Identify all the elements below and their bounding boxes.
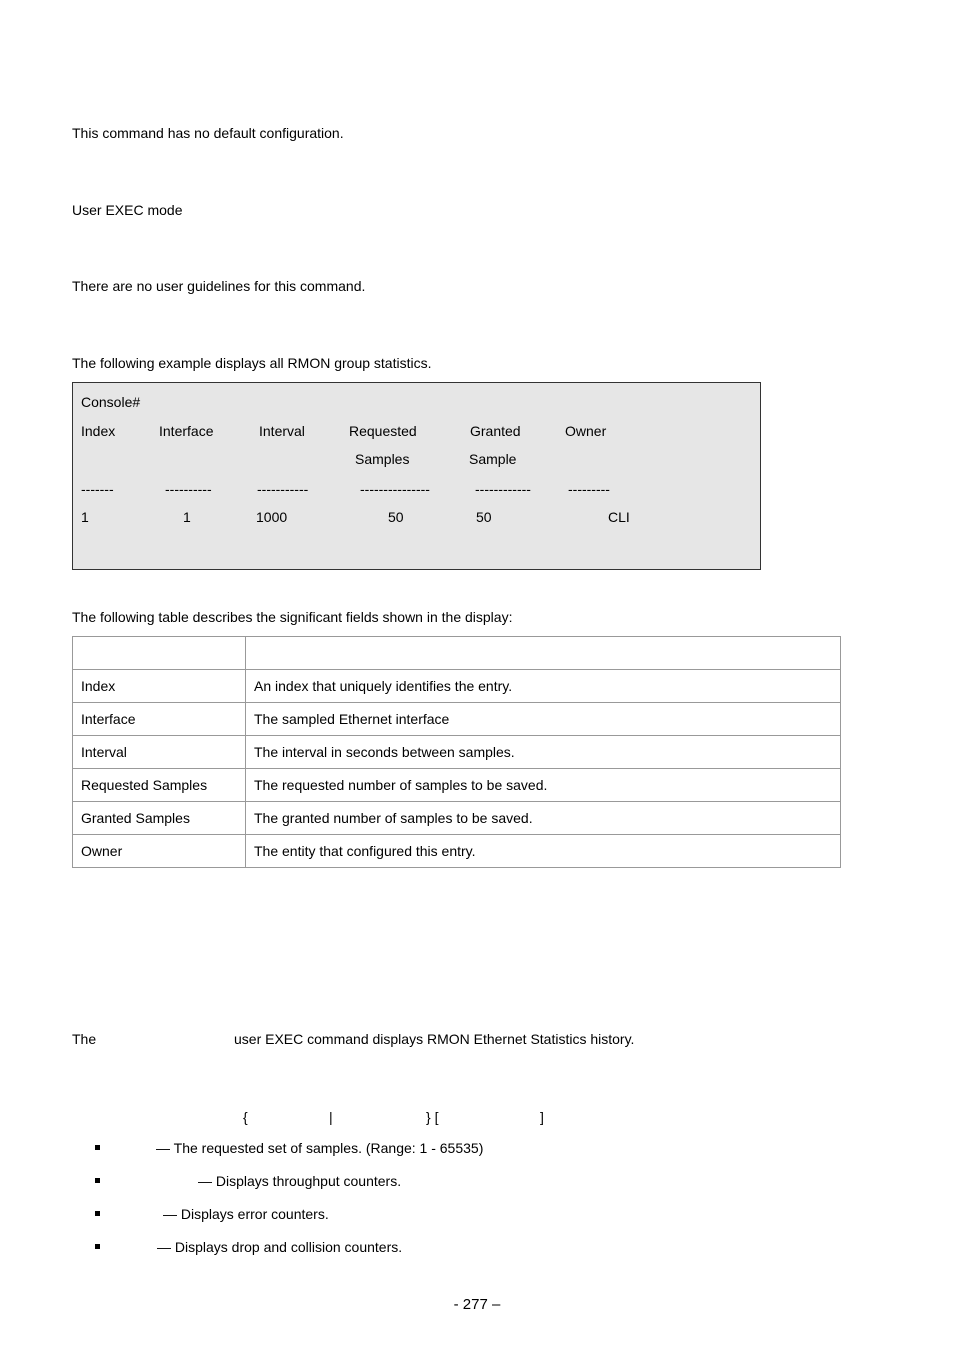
- console-header-index: Index: [81, 423, 116, 439]
- console-header-interface: Interface: [159, 423, 214, 439]
- bullet-icon: [95, 1244, 100, 1249]
- console-dashes-owner: ---------: [568, 481, 610, 497]
- table-row: [73, 802, 841, 835]
- page-number: - 277 –: [453, 1296, 501, 1313]
- console-dashes-granted: ------------: [475, 481, 531, 497]
- console-row-interval: 1000: [256, 509, 288, 525]
- table-row: [73, 769, 841, 802]
- field-name: Interface: [73, 703, 246, 736]
- field-description: The interval in seconds between samples.: [246, 736, 841, 769]
- console-header-granted: Granted: [470, 423, 521, 439]
- field-description: The requested number of samples to be saved.: [246, 769, 841, 802]
- table-header-field: [73, 637, 246, 670]
- console-header-granted-line2: Sample: [469, 451, 517, 467]
- console-header-requested: Requested: [349, 423, 417, 439]
- console-header-owner: Owner: [565, 423, 607, 439]
- field-name: Interval: [73, 736, 246, 769]
- console-row-interface: 1: [183, 509, 191, 525]
- default-config-text: This command has no default configuration.: [72, 125, 344, 141]
- field-description: The sampled Ethernet interface: [246, 703, 841, 736]
- field-description: An index that uniquely identifies the entry.: [246, 670, 841, 703]
- field-name: Owner: [73, 835, 246, 868]
- table-header-row: [73, 637, 841, 670]
- console-row-owner: CLI: [608, 509, 630, 525]
- next-desc-text: user EXEC command displays RMON Ethernet Statistics history.: [234, 1031, 635, 1047]
- console-dashes-requested: ---------------: [360, 481, 430, 497]
- console-dashes-index: -------: [81, 481, 114, 497]
- next-desc-prefix: The: [72, 1031, 97, 1047]
- console-row-requested: 50: [388, 509, 404, 525]
- field-name: Requested Samples: [73, 769, 246, 802]
- table-intro-text: The following table describes the significant fields shown in the display:: [72, 609, 513, 625]
- console-header-interval: Interval: [259, 423, 305, 439]
- param-bullet-1: — The requested set of samples. (Range: 1 - 65535): [156, 1140, 484, 1156]
- user-guidelines-text: There are no user guidelines for this command.: [72, 278, 366, 294]
- field-descriptions-table: [72, 636, 841, 868]
- syntax-bracket-close: ]: [540, 1109, 544, 1125]
- field-name: Granted Samples: [73, 802, 246, 835]
- syntax-brace-open: {: [243, 1109, 248, 1125]
- console-header-requested-line2: Samples: [355, 451, 410, 467]
- console-dashes-interface: ----------: [165, 481, 212, 497]
- command-mode-text: User EXEC mode: [72, 202, 183, 218]
- param-bullet-3: — Displays error counters.: [163, 1206, 329, 1222]
- syntax-brace-close-bracket-open: } [: [426, 1109, 439, 1125]
- field-description: The granted number of samples to be saved.: [246, 802, 841, 835]
- console-prompt: Console#: [81, 394, 141, 410]
- bullet-icon: [95, 1178, 100, 1183]
- syntax-pipe: |: [329, 1109, 333, 1125]
- bullet-icon: [95, 1211, 100, 1216]
- table-header-description: [246, 637, 841, 670]
- table-row: [73, 835, 841, 868]
- console-dashes-interval: -----------: [257, 481, 309, 497]
- field-description: The entity that configured this entry.: [246, 835, 841, 868]
- console-example-box: [72, 382, 761, 570]
- table-row: [73, 670, 841, 703]
- param-bullet-4: — Displays drop and collision counters.: [157, 1239, 403, 1255]
- console-row-index: 1: [81, 509, 89, 525]
- table-row: [73, 703, 841, 736]
- table-row: [73, 736, 841, 769]
- console-row-granted: 50: [476, 509, 492, 525]
- bullet-icon: [95, 1145, 100, 1150]
- example-intro-text: The following example displays all RMON group statistics.: [72, 355, 432, 371]
- param-bullet-2: — Displays throughput counters.: [198, 1173, 402, 1189]
- field-name: Index: [73, 670, 246, 703]
